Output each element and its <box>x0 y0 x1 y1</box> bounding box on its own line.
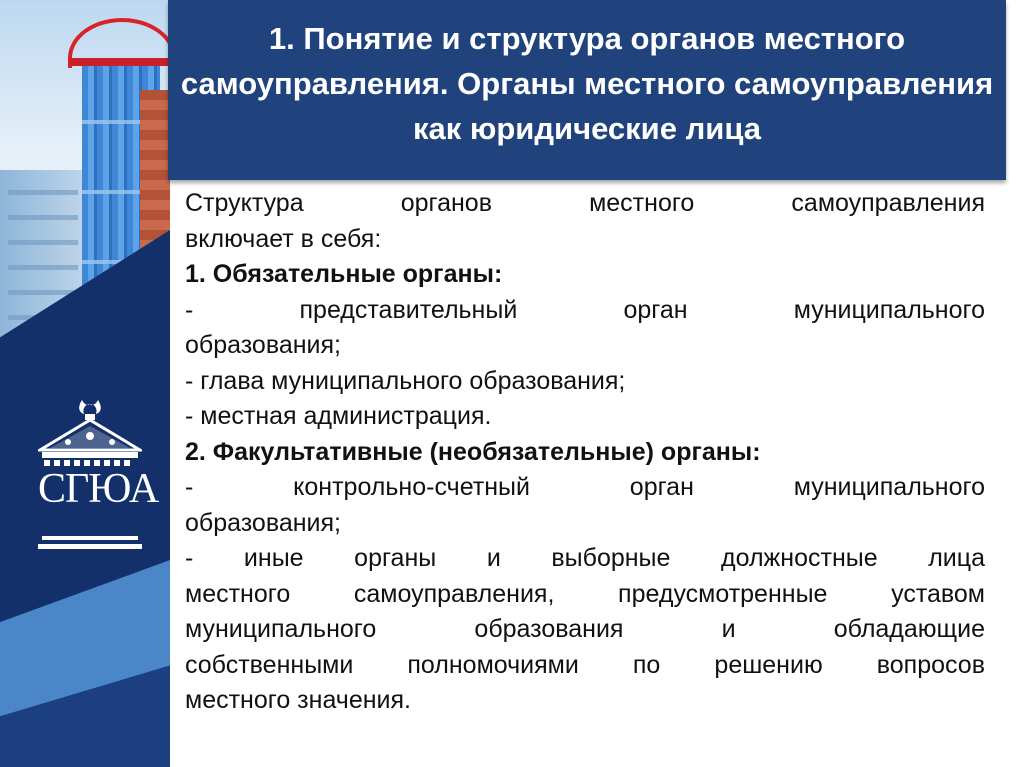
list-item-audit-line-2: образования; <box>185 508 341 537</box>
intro-line-1: Структура органов местного самоуправления <box>185 189 985 217</box>
slide-body <box>185 186 985 719</box>
list-item-representative-line-1: - представительный орган муниципального <box>185 295 985 324</box>
slide-title: 1. Понятие и структура органов местного самоуправления. Органы местного самоуправления как юридические лица <box>180 21 994 146</box>
list-item-representative-line-2: образования; <box>185 331 341 359</box>
list-item-administration: - местная администрация. <box>185 402 492 430</box>
list-item-other-line-2: местного самоуправления, предусмотренные уставом <box>185 579 985 608</box>
list-item-other-line-3: муниципального образования и обладающие <box>185 615 985 643</box>
list-item-other-line-5: местного значения. <box>185 686 411 714</box>
intro-line-2: включает в себя: <box>185 224 382 253</box>
logo-text: СГЮА <box>38 466 159 512</box>
section-2-heading: 2. Факультативные (необязательные) органы: <box>185 437 761 466</box>
section-1-heading: 1. Обязательные органы: <box>185 260 503 288</box>
decorative-side-panel <box>0 0 170 767</box>
list-item-audit-line-1: - контрольно-счетный орган муниципального <box>185 473 985 501</box>
sgua-logo-emblem <box>38 398 159 558</box>
list-item-other-line-4: собственными полномочиями по решению вопросов <box>185 650 985 679</box>
title-bar <box>168 0 1006 180</box>
list-item-other-line-1: - иные органы и выборные должностные лица <box>185 544 985 572</box>
list-item-head: - глава муниципального образования; <box>185 366 626 395</box>
